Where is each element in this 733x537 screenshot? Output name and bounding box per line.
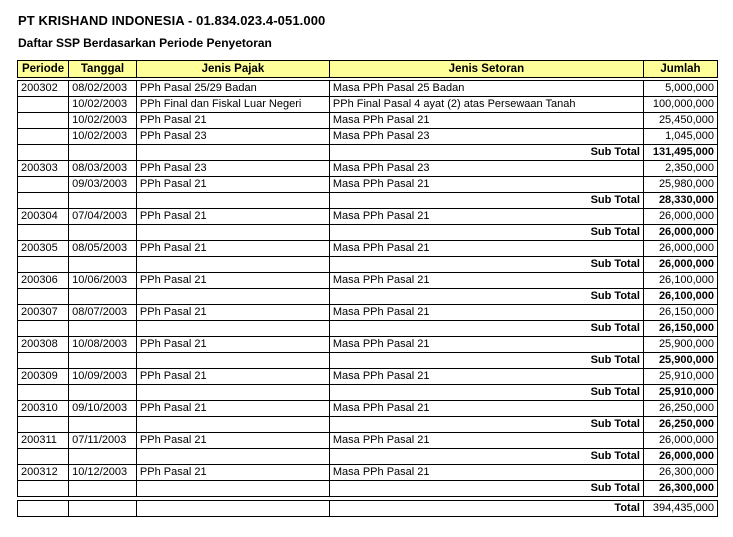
sub-total-empty-cell <box>18 353 69 369</box>
sub-total-value: 26,000,000 <box>643 225 717 241</box>
sub-total-row <box>18 257 718 273</box>
table-row <box>18 433 718 449</box>
tanggal-cell: 10/06/2003 <box>69 273 137 289</box>
table-row <box>18 465 718 481</box>
jenis-setoran-cell: Masa PPh Pasal 21 <box>329 209 643 225</box>
sub-total-empty-cell <box>18 481 69 497</box>
jumlah-cell: 26,300,000 <box>643 465 717 481</box>
sub-total-label: Sub Total <box>329 257 643 273</box>
jenis-setoran-cell: Masa PPh Pasal 23 <box>329 129 643 145</box>
jenis-setoran-cell: Masa PPh Pasal 21 <box>329 369 643 385</box>
total-label: Total <box>329 501 643 517</box>
sub-total-label: Sub Total <box>329 145 643 161</box>
jenis-setoran-cell: Masa PPh Pasal 21 <box>329 401 643 417</box>
jumlah-cell: 26,000,000 <box>643 433 717 449</box>
jenis-setoran-cell: Masa PPh Pasal 21 <box>329 433 643 449</box>
periode-cell: 200311 <box>18 433 69 449</box>
jumlah-cell: 100,000,000 <box>643 97 717 113</box>
jenis-pajak-cell: PPh Pasal 23 <box>136 161 329 177</box>
periode-cell: 200309 <box>18 369 69 385</box>
sub-total-label: Sub Total <box>329 193 643 209</box>
table-row <box>18 241 718 257</box>
jumlah-cell: 26,000,000 <box>643 241 717 257</box>
column-header-tanggal: Tanggal <box>69 61 137 78</box>
jenis-setoran-cell: PPh Final Pasal 4 ayat (2) atas Persewaan Tanah <box>329 97 643 113</box>
sub-total-empty-cell <box>136 353 329 369</box>
sub-total-value: 26,000,000 <box>643 449 717 465</box>
periode-cell: 200305 <box>18 241 69 257</box>
column-header-jenis-setoran: Jenis Setoran <box>329 61 643 78</box>
sub-total-empty-cell <box>136 449 329 465</box>
periode-cell: 200306 <box>18 273 69 289</box>
sub-total-empty-cell <box>69 193 137 209</box>
sub-total-label: Sub Total <box>329 417 643 433</box>
jenis-pajak-cell: PPh Pasal 21 <box>136 209 329 225</box>
sub-total-row <box>18 353 718 369</box>
jenis-pajak-cell: PPh Pasal 25/29 Badan <box>136 81 329 97</box>
column-header-jenis-pajak: Jenis Pajak <box>136 61 329 78</box>
jenis-setoran-cell: Masa PPh Pasal 21 <box>329 177 643 193</box>
total-empty-cell <box>136 501 329 517</box>
sub-total-row <box>18 193 718 209</box>
sub-total-empty-cell <box>18 225 69 241</box>
sub-total-empty-cell <box>18 385 69 401</box>
jenis-setoran-cell: Masa PPh Pasal 21 <box>329 241 643 257</box>
tanggal-cell: 09/10/2003 <box>69 401 137 417</box>
table-row <box>18 401 718 417</box>
sub-total-row <box>18 417 718 433</box>
sub-total-empty-cell <box>69 257 137 273</box>
sub-total-empty-cell <box>69 225 137 241</box>
table-header <box>17 60 718 78</box>
sub-total-empty-cell <box>136 385 329 401</box>
sub-total-empty-cell <box>136 289 329 305</box>
jenis-pajak-cell: PPh Pasal 21 <box>136 273 329 289</box>
sub-total-empty-cell <box>69 145 137 161</box>
total-value: 394,435,000 <box>643 501 717 517</box>
sub-total-label: Sub Total <box>329 353 643 369</box>
jumlah-cell: 2,350,000 <box>643 161 717 177</box>
jumlah-cell: 26,000,000 <box>643 209 717 225</box>
sub-total-empty-cell <box>69 321 137 337</box>
jenis-pajak-cell: PPh Pasal 21 <box>136 241 329 257</box>
sub-total-empty-cell <box>136 257 329 273</box>
periode-cell: 200312 <box>18 465 69 481</box>
periode-cell: 200302 <box>18 81 69 97</box>
jenis-setoran-cell: Masa PPh Pasal 21 <box>329 337 643 353</box>
jenis-pajak-cell: PPh Pasal 21 <box>136 305 329 321</box>
jenis-setoran-cell: Masa PPh Pasal 21 <box>329 273 643 289</box>
sub-total-row <box>18 449 718 465</box>
periode-cell: 200308 <box>18 337 69 353</box>
sub-total-empty-cell <box>18 257 69 273</box>
jenis-pajak-cell: PPh Final dan Fiskal Luar Negeri <box>136 97 329 113</box>
sub-total-empty-cell <box>69 385 137 401</box>
column-header-jumlah: Jumlah <box>643 61 717 78</box>
sub-total-empty-cell <box>18 417 69 433</box>
periode-cell: 200307 <box>18 305 69 321</box>
jenis-pajak-cell: PPh Pasal 21 <box>136 337 329 353</box>
jenis-setoran-cell: Masa PPh Pasal 21 <box>329 305 643 321</box>
tanggal-cell: 09/03/2003 <box>69 177 137 193</box>
jenis-pajak-cell: PPh Pasal 21 <box>136 465 329 481</box>
column-header-periode: Periode <box>18 61 69 78</box>
sub-total-row <box>18 289 718 305</box>
table-row <box>18 129 718 145</box>
sub-total-value: 26,150,000 <box>643 321 717 337</box>
sub-total-empty-cell <box>136 145 329 161</box>
sub-total-empty-cell <box>69 417 137 433</box>
sub-total-empty-cell <box>136 225 329 241</box>
jumlah-cell: 25,450,000 <box>643 113 717 129</box>
sub-total-empty-cell <box>136 193 329 209</box>
report-title: PT KRISHAND INDONESIA - 01.834.023.4-051.000 <box>18 13 326 28</box>
tanggal-cell: 07/04/2003 <box>69 209 137 225</box>
jumlah-cell: 25,910,000 <box>643 369 717 385</box>
periode-cell <box>18 97 69 113</box>
table-row <box>18 97 718 113</box>
sub-total-empty-cell <box>18 321 69 337</box>
jenis-setoran-cell: Masa PPh Pasal 21 <box>329 113 643 129</box>
sub-total-row <box>18 481 718 497</box>
table-row <box>18 337 718 353</box>
sub-total-empty-cell <box>69 289 137 305</box>
table-row <box>18 161 718 177</box>
sub-total-value: 26,100,000 <box>643 289 717 305</box>
sub-total-empty-cell <box>18 145 69 161</box>
jenis-pajak-cell: PPh Pasal 21 <box>136 113 329 129</box>
jumlah-cell: 26,100,000 <box>643 273 717 289</box>
jumlah-cell: 26,150,000 <box>643 305 717 321</box>
tanggal-cell: 10/02/2003 <box>69 129 137 145</box>
table-row <box>18 305 718 321</box>
sub-total-empty-cell <box>18 193 69 209</box>
sub-total-value: 25,910,000 <box>643 385 717 401</box>
jumlah-cell: 1,045,000 <box>643 129 717 145</box>
tanggal-cell: 10/09/2003 <box>69 369 137 385</box>
jumlah-cell: 25,900,000 <box>643 337 717 353</box>
table-row <box>18 369 718 385</box>
table-row <box>18 177 718 193</box>
jenis-setoran-cell: Masa PPh Pasal 21 <box>329 465 643 481</box>
periode-cell <box>18 113 69 129</box>
tanggal-cell: 10/08/2003 <box>69 337 137 353</box>
periode-cell: 200310 <box>18 401 69 417</box>
sub-total-empty-cell <box>136 321 329 337</box>
sub-total-value: 26,250,000 <box>643 417 717 433</box>
tanggal-cell: 07/11/2003 <box>69 433 137 449</box>
periode-cell: 200303 <box>18 161 69 177</box>
sub-total-empty-cell <box>18 289 69 305</box>
sub-total-label: Sub Total <box>329 289 643 305</box>
sub-total-empty-cell <box>136 481 329 497</box>
sub-total-empty-cell <box>18 449 69 465</box>
table-row <box>18 81 718 97</box>
sub-total-label: Sub Total <box>329 225 643 241</box>
tanggal-cell: 08/05/2003 <box>69 241 137 257</box>
sub-total-value: 26,300,000 <box>643 481 717 497</box>
sub-total-value: 131,495,000 <box>643 145 717 161</box>
jenis-pajak-cell: PPh Pasal 21 <box>136 177 329 193</box>
tanggal-cell: 08/07/2003 <box>69 305 137 321</box>
jumlah-cell: 5,000,000 <box>643 81 717 97</box>
sub-total-row <box>18 145 718 161</box>
jenis-setoran-cell: Masa PPh Pasal 25 Badan <box>329 81 643 97</box>
total-empty-cell <box>18 501 69 517</box>
sub-total-label: Sub Total <box>329 385 643 401</box>
sub-total-label: Sub Total <box>329 481 643 497</box>
total-empty-cell <box>69 501 137 517</box>
sub-total-empty-cell <box>69 481 137 497</box>
jenis-setoran-cell: Masa PPh Pasal 23 <box>329 161 643 177</box>
sub-total-value: 25,900,000 <box>643 353 717 369</box>
sub-total-empty-cell <box>69 353 137 369</box>
sub-total-label: Sub Total <box>329 321 643 337</box>
header-row <box>18 61 718 78</box>
tanggal-cell: 10/12/2003 <box>69 465 137 481</box>
sub-total-value: 28,330,000 <box>643 193 717 209</box>
sub-total-row <box>18 321 718 337</box>
report-subtitle: Daftar SSP Berdasarkan Periode Penyetoran <box>18 36 272 50</box>
table-row <box>18 209 718 225</box>
tanggal-cell: 10/02/2003 <box>69 97 137 113</box>
sub-total-row <box>18 385 718 401</box>
jenis-pajak-cell: PPh Pasal 23 <box>136 129 329 145</box>
jumlah-cell: 25,980,000 <box>643 177 717 193</box>
periode-cell <box>18 129 69 145</box>
sub-total-empty-cell <box>136 417 329 433</box>
periode-cell <box>18 177 69 193</box>
sub-total-empty-cell <box>69 449 137 465</box>
ssp-table <box>17 80 718 497</box>
periode-cell: 200304 <box>18 209 69 225</box>
tanggal-cell: 08/02/2003 <box>69 81 137 97</box>
grand-total-row <box>18 501 718 517</box>
sub-total-label: Sub Total <box>329 449 643 465</box>
tanggal-cell: 08/03/2003 <box>69 161 137 177</box>
sub-total-value: 26,000,000 <box>643 257 717 273</box>
table-row <box>18 113 718 129</box>
jenis-pajak-cell: PPh Pasal 21 <box>136 401 329 417</box>
table-row <box>18 273 718 289</box>
grand-total-table <box>17 500 718 517</box>
jenis-pajak-cell: PPh Pasal 21 <box>136 433 329 449</box>
tanggal-cell: 10/02/2003 <box>69 113 137 129</box>
jumlah-cell: 26,250,000 <box>643 401 717 417</box>
jenis-pajak-cell: PPh Pasal 21 <box>136 369 329 385</box>
sub-total-row <box>18 225 718 241</box>
